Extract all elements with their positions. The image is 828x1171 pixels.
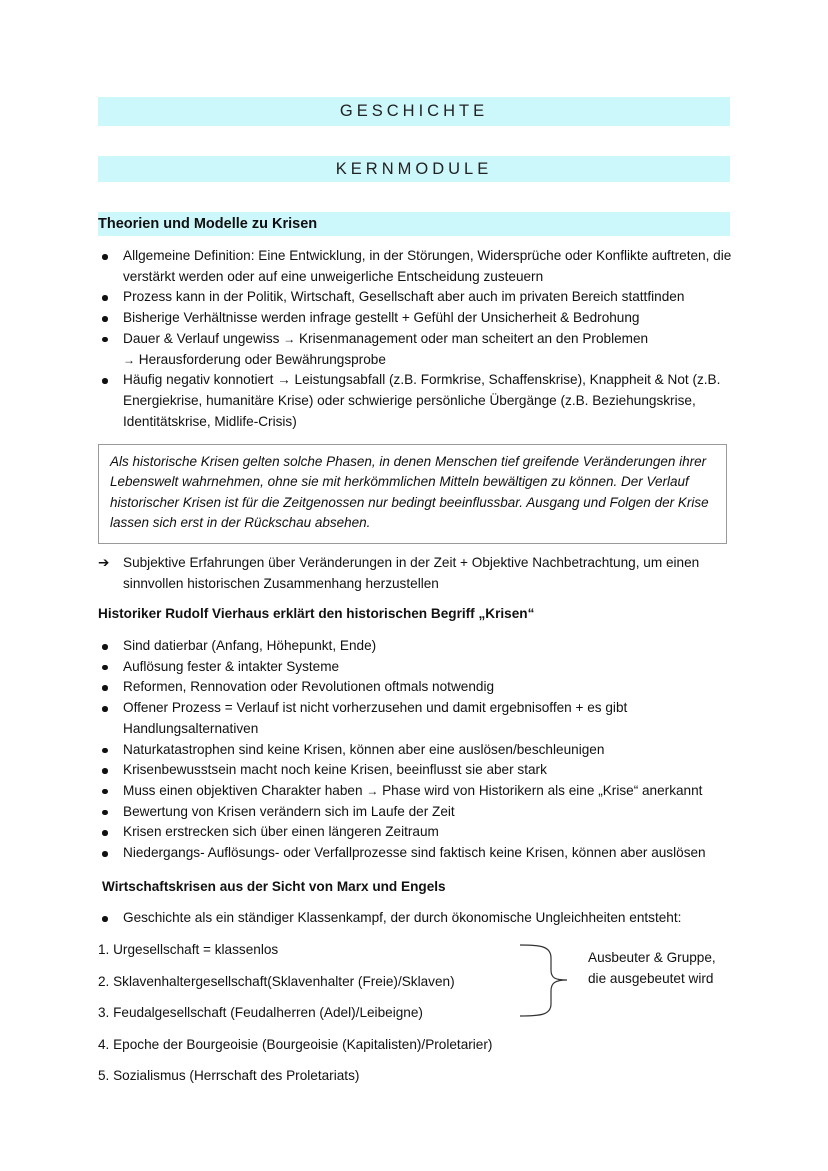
page-title: GESCHICHTE xyxy=(98,97,730,126)
gesellschaftsformen-list xyxy=(98,940,492,1098)
list-item: Auflösung fester & intakter Systeme xyxy=(98,657,738,678)
section-heading-marx-engels: Wirtschaftskrisen aus der Sicht von Marx und Engels xyxy=(102,879,446,894)
krisen-definition-list xyxy=(98,246,738,432)
conclusion-line xyxy=(98,553,738,594)
definition-quote-box: Als historische Krisen gelten solche Phasen, in denen Menschen tief greifende Veränderungen ihrer Lebenswelt wahrnehmen, ohne sie mit herkömmlichen Mitteln bewältigen zu können. Der Verlauf historischer Krisen ist für die Zeitgenossen nur bedingt beeinflussbar. Ausgang und Folgen der Krise lassen sich erst in der Rückschau absehen. xyxy=(98,444,727,544)
list-item: 5. Sozialismus (Herrschaft des Proletariats) xyxy=(98,1068,360,1083)
arrow-right-icon: → xyxy=(366,783,379,798)
list-item: Krisenbewusstsein macht noch keine Krisen, beeinflusst sie aber stark xyxy=(98,760,738,781)
section-heading-krisen: Theorien und Modelle zu Krisen xyxy=(98,212,730,236)
list-item-text: Dauer & Verlauf ungewiss xyxy=(123,330,280,346)
arrow-right-icon: → xyxy=(123,352,135,367)
list-item: 1. Urgesellschaft = klassenlos xyxy=(98,942,279,957)
list-item: Bewertung von Krisen verändern sich im Laufe der Zeit xyxy=(98,802,738,823)
list-item: 2. Sklavenhaltergesellschaft(Sklavenhalter (Freie)/Sklaven) xyxy=(98,973,455,989)
list-item: Niedergangs- Auflösungs- oder Verfallprozesse sind faktisch keine Krisen, können aber auslösen xyxy=(98,843,738,864)
list-item: Naturkatastrophen sind keine Krisen, können aber eine auslösen/beschleunigen xyxy=(98,740,738,761)
marx-engels-list xyxy=(98,908,738,929)
list-item: Prozess kann in der Politik, Wirtschaft, Gesellschaft aber auch im privaten Bereich stattfinden xyxy=(98,287,738,308)
list-item: Allgemeine Definition: Eine Entwicklung, in der Störungen, Widersprüche oder Konflikte auftreten, die verstärkt werden oder auf eine unweigerliche Entscheidung zusteuern xyxy=(98,246,738,287)
brace-annotation: Ausbeuter & Gruppe, die ausgebeutet wird xyxy=(588,950,716,986)
list-item-text: Phase wird von Historikern als eine „Krise“ anerkannt xyxy=(382,782,703,798)
page-subtitle: KERNMODULE xyxy=(98,156,730,182)
list-item: Offener Prozess = Verlauf ist nicht vorherzusehen und damit ergebnisoffen + es gibt Handlungsalternativen xyxy=(98,698,738,739)
list-item-text: Muss einen objektiven Charakter haben xyxy=(123,782,363,798)
arrow-right-icon: → xyxy=(283,331,296,346)
list-item: Häufig negativ konnotiert → Leistungsabfall (z.B. Formkrise, Schaffenskrise), Knappheit & Not (z.B. Energiekrise, humanitäre Krise) oder schwierige persönliche Übergänge (z.B. Beziehungskrise, Identitätskrise, Midlife-Crisis) xyxy=(98,370,738,432)
list-item: Geschichte als ein ständiger Klassenkampf, der durch ökonomische Ungleichheiten entsteht: xyxy=(98,908,738,929)
vierhaus-list xyxy=(98,636,738,864)
list-item: Reformen, Rennovation oder Revolutionen oftmals notwendig xyxy=(98,677,738,698)
list-item: 3. Feudalgesellschaft (Feudalherren (Adel)/Leibeigne) xyxy=(98,1005,423,1020)
conclusion-text: Subjektive Erfahrungen über Veränderungen in der Zeit + Objektive Nachbetrachtung, um einen sinnvollen historischen Zusammenhang herzustellen xyxy=(123,555,700,591)
curly-brace-icon xyxy=(515,942,585,1020)
bold-arrow-icon: ➔ xyxy=(98,555,110,570)
list-item xyxy=(98,781,738,802)
list-item: Sind datierbar (Anfang, Höhepunkt, Ende) xyxy=(98,636,738,657)
list-item xyxy=(98,329,738,370)
list-item: Bisherige Verhältnisse werden infrage gestellt + Gefühl der Unsicherheit & Bedrohung xyxy=(98,308,738,329)
list-item-text: Krisenmanagement oder man scheitert an den Problemen xyxy=(298,330,649,346)
section-heading-vierhaus: Historiker Rudolf Vierhaus erklärt den historischen Begriff „Krisen“ xyxy=(98,606,535,621)
list-item: 4. Epoche der Bourgeoisie (Bourgeoisie (Kapitalisten)/Proletarier) xyxy=(98,1036,493,1052)
list-item-text: Herausforderung oder Bewährungsprobe xyxy=(138,351,386,367)
list-item: Krisen erstrecken sich über einen längeren Zeitraum xyxy=(98,822,738,843)
